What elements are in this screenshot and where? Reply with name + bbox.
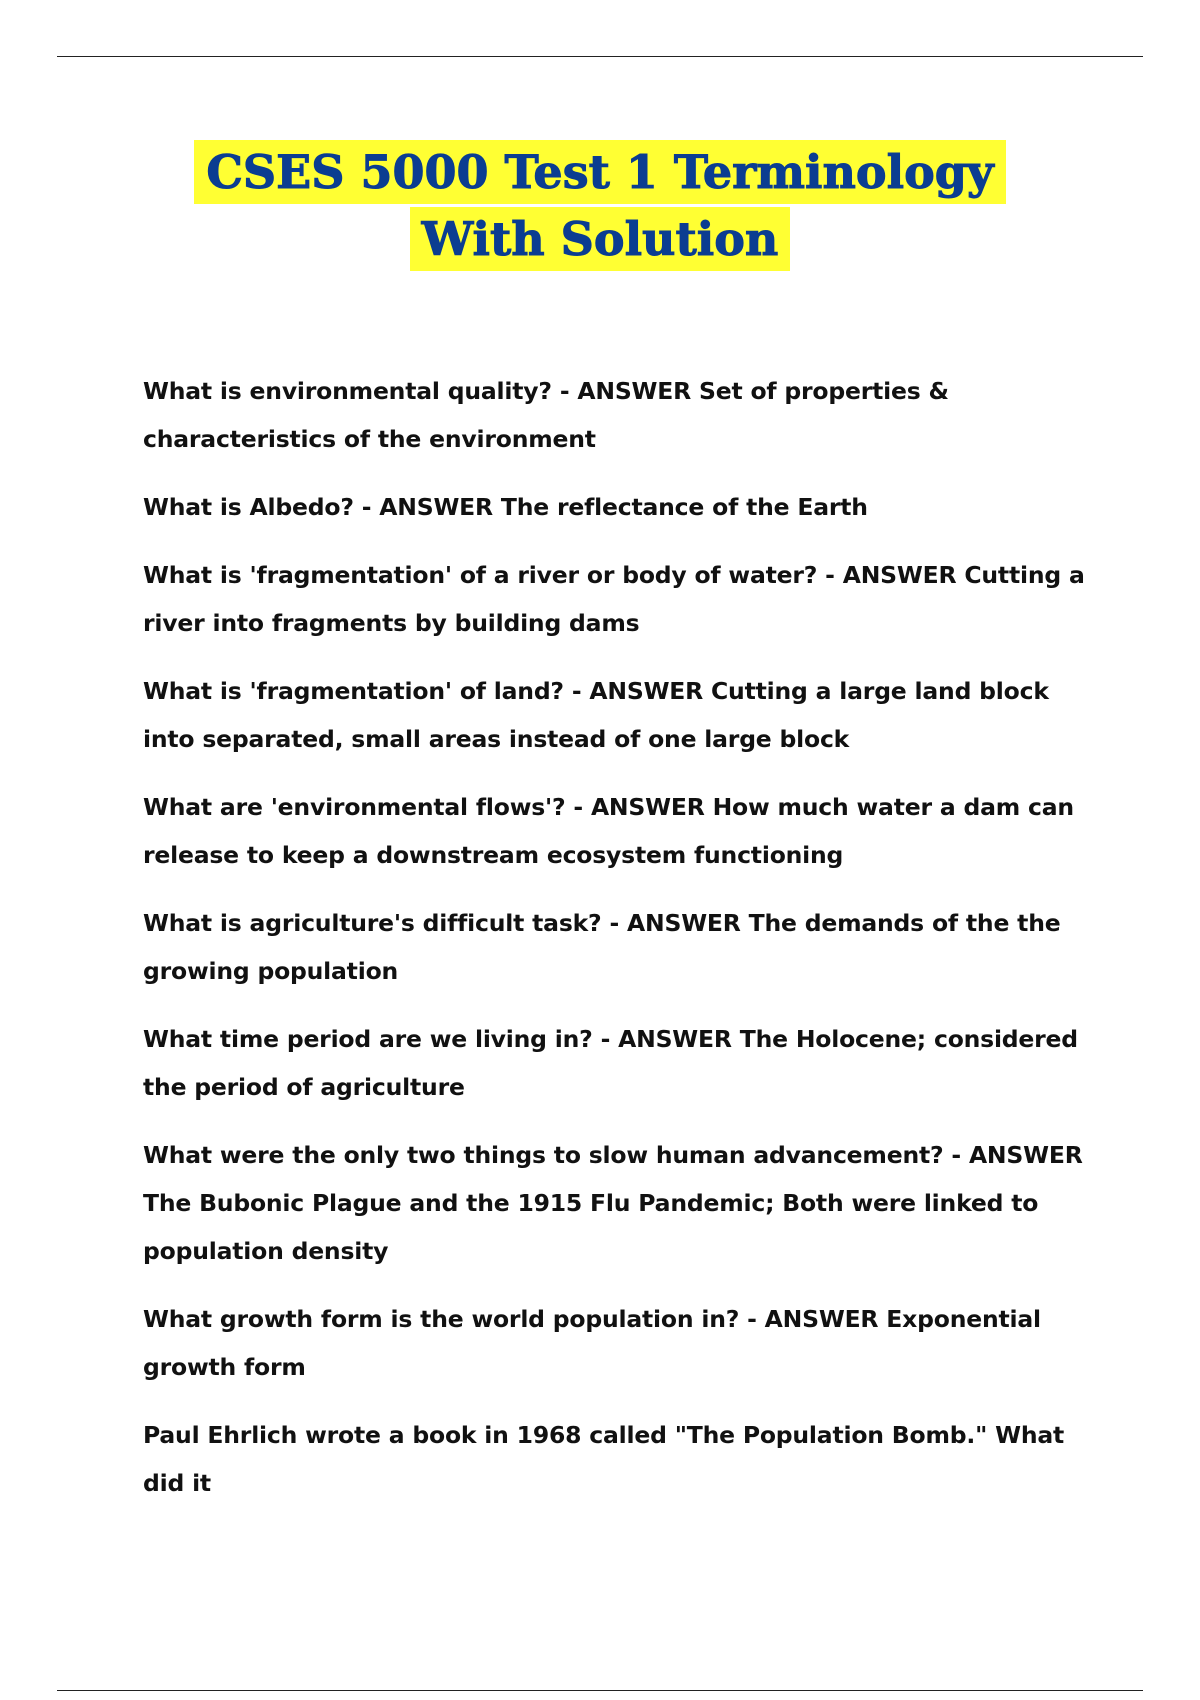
title-line-2: With Solution (410, 207, 791, 271)
qa-item: What are 'environmental flows'? - ANSWER How much water a dam can release to keep a downstream ecosystem functioning (143, 793, 1074, 869)
qa-item: What growth form is the world population in? - ANSWER Exponential growth form (143, 1305, 1041, 1381)
top-rule (57, 56, 1143, 57)
qa-item: What is 'fragmentation' of a river or body of water? - ANSWER Cutting a river into fragments by building dams (143, 561, 1085, 637)
qa-item: What is Albedo? - ANSWER The reflectance of the Earth (143, 493, 868, 521)
document-title (0, 140, 1200, 271)
qa-item: What is agriculture's difficult task? - ANSWER The demands of the the growing population (143, 909, 1061, 985)
qa-item: Paul Ehrlich wrote a book in 1968 called "The Population Bomb." What did it (143, 1421, 1065, 1497)
qa-item: What were the only two things to slow human advancement? - ANSWER The Bubonic Plague and the 1915 Flu Pandemic; Both were linked to population density (143, 1141, 1083, 1265)
qa-list (143, 367, 1103, 1527)
title-line-1: CSES 5000 Test 1 Terminology (194, 140, 1005, 204)
bottom-rule (57, 1690, 1143, 1691)
qa-item: What time period are we living in? - ANSWER The Holocene; considered the period of agriculture (143, 1025, 1078, 1101)
qa-item: What is 'fragmentation' of land? - ANSWER Cutting a large land block into separated, small areas instead of one large block (143, 677, 1049, 753)
qa-item: What is environmental quality? - ANSWER Set of properties & characteristics of the environment (143, 377, 949, 453)
